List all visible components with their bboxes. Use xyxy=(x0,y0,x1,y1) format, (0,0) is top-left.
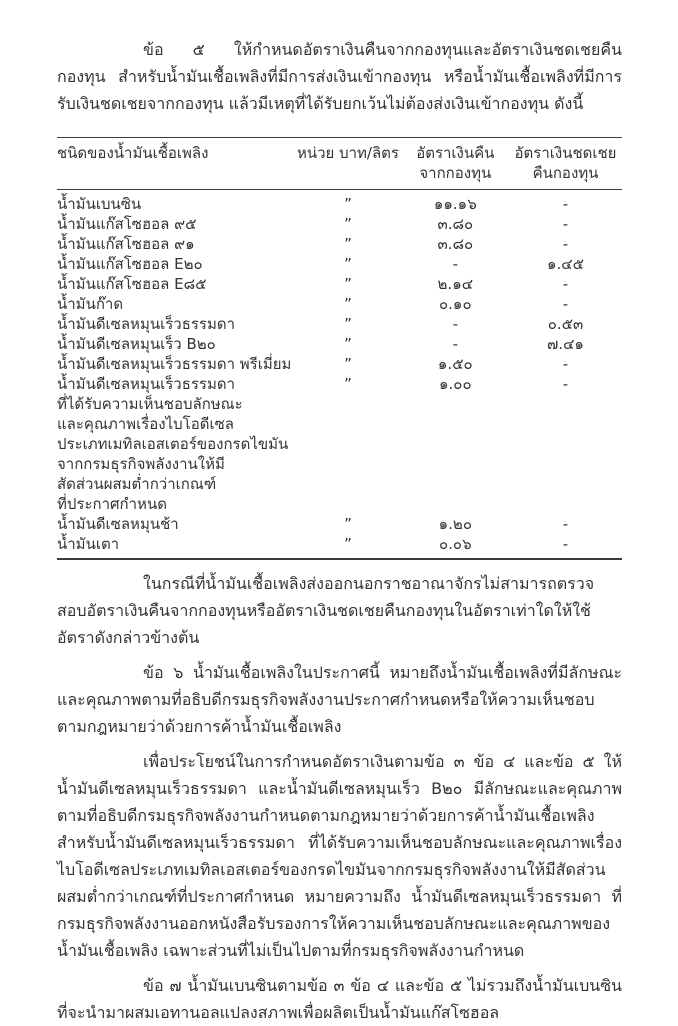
export-note-paragraph: ในกรณีที่น้ำมันเชื้อเพลิงส่งออกนอกราชอาณาจักรไม่สามารถตรวจสอบอัตราเงินคืนจากกองทุนหรืออัตราเงินชดเชยคืนกองทุนในอัตราเท่าใดให้ใช้อัตราดังกล่าวข้างต้น xyxy=(57,574,595,647)
fuel-name-cell: น้ำมันดีเซลหมุนเร็วธรรมดา ที่ได้รับความเห็นชอบลักษณะ และคุณภาพเรื่องไบโอดีเซล ประเภทเมทิลเอสเตอร์ของกรดไขมัน จากกรมธุรกิจพลังงานให้มี สัดส่วนผสมต่ำกว่าเกณฑ์ ที่ประกาศกำหนด xyxy=(57,375,289,513)
fuel-table-header xyxy=(57,138,622,190)
fuel-name-cell: น้ำมันแก๊สโซฮอล ๙๕ xyxy=(57,215,197,233)
compensation-rate-cell: - xyxy=(562,375,569,393)
refund-rate-cell: ๐.๐๖ xyxy=(439,535,472,553)
fuel-name-cell: น้ำมันเตา xyxy=(57,535,120,553)
unit-ditto-cell: ” xyxy=(344,195,352,213)
unit-ditto-cell: ” xyxy=(344,215,352,233)
fuel-table-row xyxy=(57,294,622,314)
header-unit: หน่วย บาท/ลิตร xyxy=(294,138,401,190)
fuel-table-row xyxy=(57,374,622,514)
refund-rate-cell: - xyxy=(452,255,459,273)
fuel-table-row xyxy=(57,354,622,374)
refund-rate-cell: ๓.๘๐ xyxy=(437,215,474,233)
fuel-table-row xyxy=(57,314,622,334)
unit-ditto-cell: ” xyxy=(344,355,352,373)
refund-rate-cell: ๑.๐๐ xyxy=(439,375,472,393)
fuel-name-cell: น้ำมันดีเซลหมุนเร็วธรรมดา xyxy=(57,315,236,333)
fuel-name-cell: น้ำมันแก๊สโซฮอล E๘๕ xyxy=(57,275,207,293)
header-fuel-type: ชนิดของน้ำมันเชื้อเพลิง xyxy=(57,138,294,190)
unit-ditto-cell: ” xyxy=(344,255,352,273)
refund-rate-cell: ๐.๑๐ xyxy=(439,295,472,313)
compensation-rate-cell: - xyxy=(562,355,569,373)
fuel-table-row xyxy=(57,234,622,254)
fuel-table-row xyxy=(57,334,622,354)
refund-rate-cell: ๑๑.๑๖ xyxy=(433,195,477,213)
fuel-name-cell: น้ำมันแก๊สโซฮอล ๙๑ xyxy=(57,235,195,253)
fuel-name-cell: น้ำมันดีเซลหมุนช้า xyxy=(57,515,179,533)
refund-rate-cell: ๓.๘๐ xyxy=(437,235,474,253)
compensation-rate-cell: - xyxy=(562,195,569,213)
fuel-name-cell: น้ำมันเบนซิน xyxy=(57,195,142,213)
fuel-name-cell: น้ำมันแก๊สโซฮอล E๒๐ xyxy=(57,255,203,273)
fuel-table-row xyxy=(57,514,622,534)
clause-6-paragraph: ข้อ ๖ น้ำมันเชื้อเพลิงในประกาศนี้ หมายถึงน้ำมันเชื้อเพลิงที่มีลักษณะและคุณภาพตามที่อธิบดีกรมธุรกิจพลังงานประกาศกำหนดหรือให้ความเห็นชอบตามกฎหมายว่าด้วยการค้าน้ำมันเชื้อเพลิง xyxy=(57,663,622,736)
fuel-table-body xyxy=(57,190,622,560)
unit-ditto-cell: ” xyxy=(344,275,352,293)
compensation-rate-cell: ๗.๔๑ xyxy=(547,335,584,353)
compensation-rate-cell: - xyxy=(562,295,569,313)
header-compensation-rate: อัตราเงินชดเชย คืนกองทุน xyxy=(509,138,622,190)
refund-rate-cell: ๑.๕๐ xyxy=(437,355,473,373)
compensation-rate-cell: ๑.๔๕ xyxy=(546,255,584,273)
fuel-table-row xyxy=(57,534,622,559)
compensation-rate-cell: - xyxy=(562,235,569,253)
compensation-rate-cell: - xyxy=(562,275,569,293)
benefit-paragraph: เพื่อประโยชน์ในการกำหนดอัตราเงินตามข้อ ๓ ข้อ ๔ และข้อ ๕ ให้น้ำมันดีเซลหมุนเร็วธรรมดา และน้ำมันดีเซลหมุนเร็ว B๒๐ มีลักษณะและคุณภาพตามที่อธิบดีกรมธุรกิจพลังงานกำหนดตามกฎหมายว่าด้วยการค้าน้ำมันเชื้อเพลิง สำหรับน้ำมันดีเซลหมุนเร็วธรรมดา ที่ได้รับความเห็นชอบลักษณะและคุณภาพเรื่องไบโอดีเซลประเภทเมทิลเอสเตอร์ของกรดไขมันจากกรมธุรกิจพลังงานให้มีสัดส่วนผสมต่ำกว่าเกณฑ์ที่ประกาศกำหนด หมายความถึง น้ำมันดีเซลหมุนเร็วธรรมดา ที่กรมธุรกิจพลังงานออกหนังสือรับรองการให้ความเห็นชอบลักษณะและคุณภาพของน้ำมันเชื้อเพลิง เฉพาะส่วนที่ไม่เป็นไปตามที่กรมธุรกิจพลังงานกำหนด xyxy=(57,752,622,960)
unit-ditto-cell: ” xyxy=(344,295,352,313)
header-refund-rate: อัตราเงินคืน จากกองทุน xyxy=(402,138,509,190)
refund-rate-cell: ๑.๒๐ xyxy=(438,515,472,533)
unit-ditto-cell: ” xyxy=(344,535,352,553)
fuel-name-cell: น้ำมันดีเซลหมุนเร็วธรรมดา พรีเมี่ยม xyxy=(57,355,292,373)
fuel-table-row xyxy=(57,254,622,274)
compensation-rate-cell: ๐.๕๓ xyxy=(547,315,584,333)
compensation-rate-cell: - xyxy=(562,535,569,553)
unit-ditto-cell: ” xyxy=(344,375,352,393)
fuel-rates-table xyxy=(57,137,622,560)
fuel-table-row xyxy=(57,274,622,294)
fuel-table-row xyxy=(57,214,622,234)
clause-7-paragraph: ข้อ ๗ น้ำมันเบนซินตามข้อ ๓ ข้อ ๔ และข้อ ๕ ไม่รวมถึงน้ำมันเบนซินที่จะนำมาผสมเอทานอลแปลงสภาพเพื่อผลิตเป็นน้ำมันแก๊สโซฮอล xyxy=(57,976,622,1022)
fuel-name-cell: น้ำมันดีเซลหมุนเร็ว B๒๐ xyxy=(57,335,216,353)
compensation-rate-cell: - xyxy=(562,515,569,533)
fuel-name-cell: น้ำมันก๊าด xyxy=(57,295,124,313)
unit-ditto-cell: ” xyxy=(344,315,352,333)
refund-rate-cell: - xyxy=(452,335,459,353)
header-row xyxy=(57,138,622,190)
clause-5-paragraph: ข้อ ๕ ให้กำหนดอัตราเงินคืนจากกองทุนและอัตราเงินชดเชยคืนกองทุน สำหรับน้ำมันเชื้อเพลิงที่มีการส่งเงินเข้ากองทุน หรือน้ำมันเชื้อเพลิงที่มีการรับเงินชดเชยจากกองทุน แล้วมีเหตุที่ได้รับยกเว้นไม่ต้องส่งเงินเข้ากองทุน ดังนี้ xyxy=(57,40,622,113)
unit-ditto-cell: ” xyxy=(344,335,352,353)
fuel-table-row xyxy=(57,190,622,215)
unit-ditto-cell: ” xyxy=(344,235,352,253)
refund-rate-cell: - xyxy=(452,315,459,333)
unit-ditto-cell: ” xyxy=(344,515,352,533)
refund-rate-cell: ๒.๑๔ xyxy=(437,275,474,293)
compensation-rate-cell: - xyxy=(562,215,569,233)
